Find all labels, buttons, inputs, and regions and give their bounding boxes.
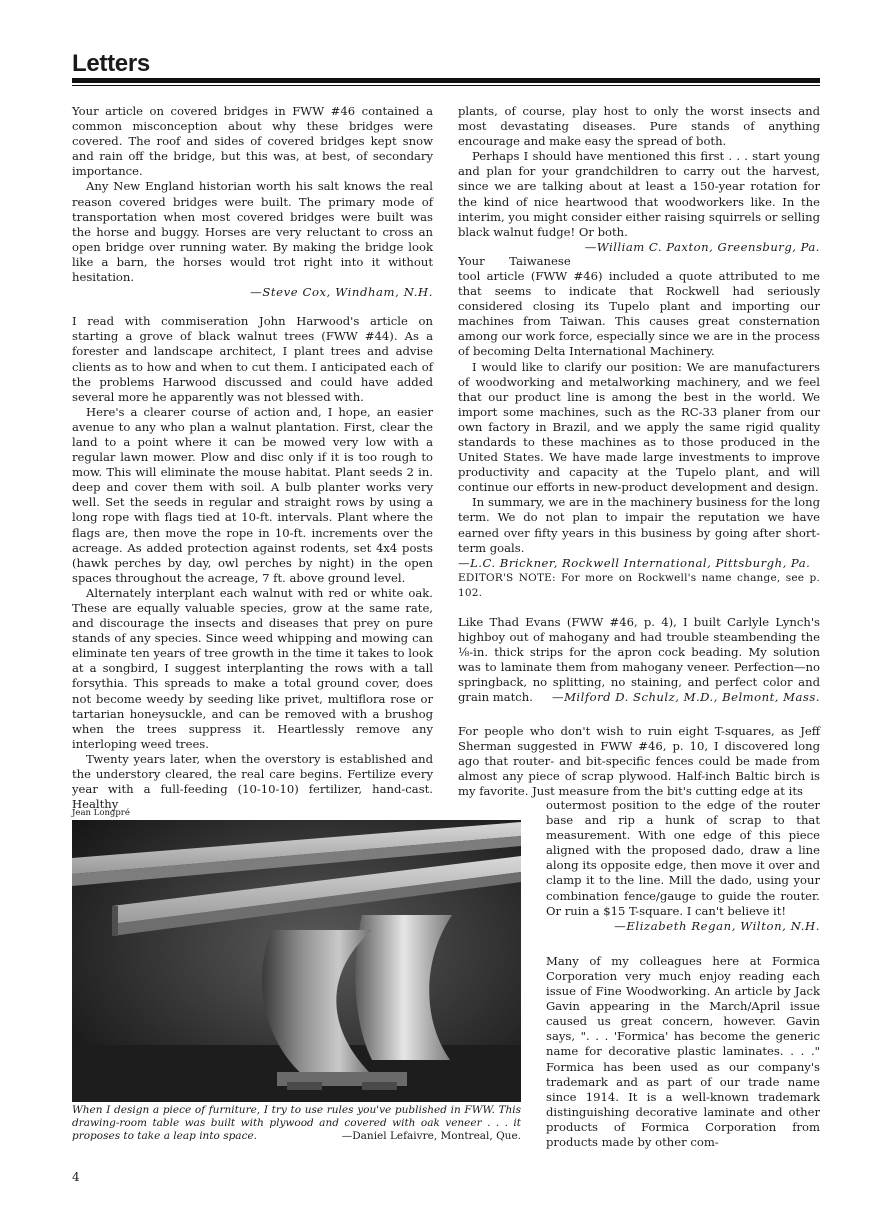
editors-note: EDITOR'S NOTE: For more on Rockwell's name change, see p. 102.: [458, 571, 820, 599]
signature: —L.C. Brickner, Rockwell International, Pittsburgh, Pa.: [458, 555, 811, 570]
signature: —Milford D. Schulz, M.D., Belmont, Mass.: [551, 690, 820, 705]
paragraph: [458, 615, 820, 706]
paragraph: Twenty years later, when the overstory is established and the understory cleared, the real care begins. Fertilize every year with a full-feeding (10-10-10) fertilizer, hand-cast. Healthy: [72, 751, 433, 812]
paragraph: For people who don't wish to ruin eight T-squares, as Jeff Sherman suggested in FWW #46, p. 10, I discovered long ago that router- and bit-specific fences could be made from almost any piece of scrap plywood. Half-inch Baltic birch is my favorite. Just measure from the bit's cutting edge at its: [458, 723, 820, 798]
left-column: [72, 104, 433, 812]
right-column: [458, 104, 820, 799]
paragraph: Any New England historian worth his salt knows the real reason covered bridges were built. The primary mode of transportation when most covered bridges were built was the horse and buggy. Horses are very reluctant to cross an open bridge over running water. By making the bridge look like a barn, the horses would trot right into it without hesitation.: [72, 179, 433, 285]
paragraph: In summary, we are in the machinery business for the long term. We do not plan to impair the reputation we have earned over fifty years in this business by going after short-term goals.: [458, 495, 820, 555]
paragraph: plants, of course, play host to only the worst insects and most devastating diseases. Pure stands of anything encourage and make easy the spread of both.: [458, 104, 820, 149]
paragraph: I would like to clarify our position: We are manufacturers of woodworking and metalworking machinery, and we feel that our product line is among the best in the world. We import some machines, such as the RC-33 planer from our own factory in Brazil, and we apply the same rigid quality standards to these machines as to those produced in the United States. We have made large investments to improve productivity and capacity at the Tupelo plant, and will continue our efforts in new-product development and design.: [458, 359, 820, 495]
title-rule: [72, 78, 820, 83]
paragraph-text: Like Thad Evans (FWW #46, p. 4), I built Carlyle Lynch's highboy out of mahogany and had trouble steambending the ⅛-in. thick strips for the apron cock beading. My solution was to laminate them from mahogany veneer. Perfection—no springback, no splitting, no staining, and perfect color and grain match.: [458, 615, 820, 705]
photo-credit: Jean Longpré: [72, 808, 130, 818]
signature: —Steve Cox, Windham, N.H.: [250, 285, 433, 300]
paragraph: Your article on covered bridges in FWW #46 contained a common misconception about why these bridges were covered. The roof and sides of covered bridges kept snow and rain off the bridge, but this was, at best, of secondary importance.: [72, 104, 433, 179]
paragraph-text: Perhaps I should have mentioned this first . . . start young and plan for your grandchildren to carry out the harvest, since we are talking about at least a 150-year rotation for the kind of nice heartwood that woodworkers like. In the interim, you might consider either raising squirrels or selling black walnut fudge! Or both.: [458, 149, 820, 239]
page-title: Letters: [72, 50, 150, 77]
table-photo: [72, 820, 521, 1102]
signature: —William C. Paxton, Greensburg, Pa.: [584, 239, 820, 254]
paragraph: Alternately interplant each walnut with red or white oak. These are equally valuable species, grow at the same rate, and discourage the insects and diseases that prey on pure stands of any species. Since weed whipping and mowing can eliminate ten years of tree growth in the time it takes to look at a songbird, I suggest interplanting the rows with a tall forsythia. This spreads to make a total ground cover, does not become weedy by seeding like privet, multiflora rose or tartarian honeysuckle, and can be removed with a brushog when the trees suppress it. Heartlessly remove any interloping weed trees.: [72, 585, 433, 751]
signature: —Elizabeth Regan, Wilton, N.H.: [614, 918, 820, 933]
paragraph: [458, 149, 820, 254]
title-rule-thin: [72, 85, 820, 86]
caption-text: When I design a piece of furniture, I try to use rules you've published in FWW. This drawing-room table was built with plywood and covered with oak veneer . . . it proposes to take a leap into space.: [72, 1104, 521, 1143]
right-column-narrow: [546, 798, 820, 1150]
paragraph: Here's a clearer course of action and, I hope, an easier avenue to any who plan a walnut plantation. First, clear the land to a point where it can be mowed very low with a regular lawn mower. Plow and disc only if it is too rough to mow. This will eliminate the mouse habitat. Plant seeds 2 in. deep and cover them with soil. A bulb planter works very well. Set the seeds in regular and straight rows by using a long rope with flags tied at 10-ft. intervals. Plant where the flags are, then move the rope in 10-ft. increments over the acreage. As added protection against rodents, set 4x4 posts (hawk perches by day, owl perches by night) in the open spaces throughout the acreage, 7 ft. above ground level.: [72, 404, 433, 585]
page-number: 4: [72, 1170, 80, 1184]
caption-credit: —Daniel Lefaivre, Montreal, Que.: [341, 1130, 521, 1143]
paragraph: I read with commiseration John Harwood's article on starting a grove of black walnut trees (FWW #44). As a forester and landscape architect, I plant trees and advise clients as to how and when to cut them. I anticipated each of the problems Harwood discussed and could have added several more he apparently was not blessed with.: [72, 314, 433, 404]
paragraph: Many of my colleagues here at Formica Corporation very much enjoy reading each issue of Fine Woodworking. An article by Jack Gavin appearing in the March/April issue caused us great concern, however. Gavin says, ". . . 'Formica' has become the generic name for decorative plastic laminates. . . ." Formica has been used as our company's trademark and as part of our trade name since 1914. It is a well-known trademark distinguishing decorative laminate and other products of Formica Corporation from products made by other com-: [546, 953, 820, 1149]
figure-caption: [72, 1104, 521, 1144]
paragraph: outermost position to the edge of the router base and rip a hunk of scrap to that measurement. With one edge of this piece aligned with the proposed dado, draw a line along its opposite edge, then move it over and clamp it to the line. Mill the dado, using your combination fence/gauge to guide the router. Or ruin a $15 T-square. I can't believe it!: [546, 798, 820, 918]
paragraph: Your Taiwanese tool article (FWW #46) included a quote attributed to me that seems to indicate that Rockwell had seriously considered closing its Tupelo plant and importing our machines from Taiwan. This causes great consternation among our work force, especially since we are in the process of becoming Delta International Machinery.: [458, 253, 820, 359]
